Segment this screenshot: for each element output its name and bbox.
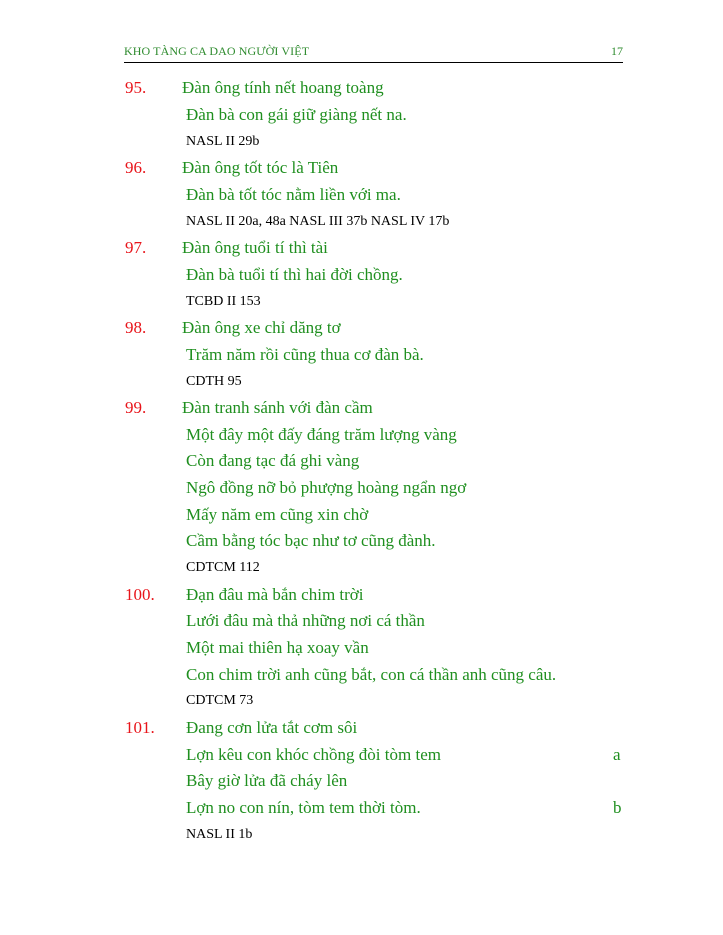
entry-number: 95. <box>125 78 147 97</box>
verse-line: Đàn ông tốt tóc là Tiên <box>182 158 339 177</box>
running-header <box>124 43 623 63</box>
source-citation: NASL II 29b <box>186 134 260 149</box>
source-citation: CDTCM 112 <box>186 560 260 575</box>
entry-number: 100. <box>125 585 155 604</box>
book-title: KHO TÀNG CA DAO NGƯỜI VIỆT <box>124 44 310 58</box>
verse-line: Đàn ông xe chỉ dăng tơ <box>182 318 341 337</box>
rhyme-mark-b: b <box>613 798 622 817</box>
verse-line: Đàn bà con gái giữ giàng nết na. <box>186 105 407 124</box>
verse-line: Cầm bằng tóc bạc như tơ cũng đành. <box>186 531 436 550</box>
page-number: 17 <box>611 44 623 58</box>
verse-line: Đàn ông tuổi tí thì tài <box>182 238 328 257</box>
verse-line: Mấy năm em cũng xin chờ <box>186 505 369 524</box>
source-citation: NASL II 20a, 48a NASL III 37b NASL IV 17b <box>186 214 450 229</box>
verse-line: Còn đang tạc đá ghi vàng <box>186 451 360 470</box>
verse-line: Lợn kêu con khóc chồng đòi tòm tem <box>186 745 441 764</box>
entry-number: 98. <box>125 318 147 337</box>
verse-line: Một mai thiên hạ xoay vần <box>186 638 369 657</box>
verse-line: Lợn no con nín, tòm tem thời tòm. <box>186 798 421 817</box>
source-citation: TCBD II 153 <box>186 294 261 309</box>
verse-line: Đàn tranh sánh với đàn cầm <box>182 398 373 417</box>
rhyme-mark-a: a <box>613 745 621 764</box>
entry-number: 101. <box>125 718 155 737</box>
entry-number: 96. <box>125 158 147 177</box>
source-citation: CDTCM 73 <box>186 693 254 708</box>
verse-line: Con chim trời anh cũng bắt, con cá thần anh cũng câu. <box>186 665 557 684</box>
entry-number: 97. <box>125 238 147 257</box>
verse-line: Bây giờ lửa đã cháy lên <box>186 771 348 790</box>
verse-line: Một đây một đấy đáng trăm lượng vàng <box>186 425 457 444</box>
source-citation: CDTH 95 <box>186 374 242 389</box>
entry-number: 99. <box>125 398 147 417</box>
verse-line: Ngô đồng nỡ bỏ phượng hoàng ngẩn ngơ <box>186 478 467 497</box>
verse-line: Đàn bà tuổi tí thì hai đời chồng. <box>186 265 403 284</box>
verse-line: Đàn ông tính nết hoang toàng <box>182 78 384 97</box>
verse-line: Đang cơn lửa tắt cơm sôi <box>186 718 358 737</box>
verse-line: Trăm năm rồi cũng thua cơ đàn bà. <box>186 345 424 364</box>
source-citation: NASL II 1b <box>186 827 253 842</box>
verse-line: Lưới đâu mà thả những nơi cá thần <box>186 611 425 630</box>
verse-line: Đạn đâu mà bắn chim trời <box>186 585 364 604</box>
verse-line: Đàn bà tốt tóc nằm liền với ma. <box>186 185 401 204</box>
